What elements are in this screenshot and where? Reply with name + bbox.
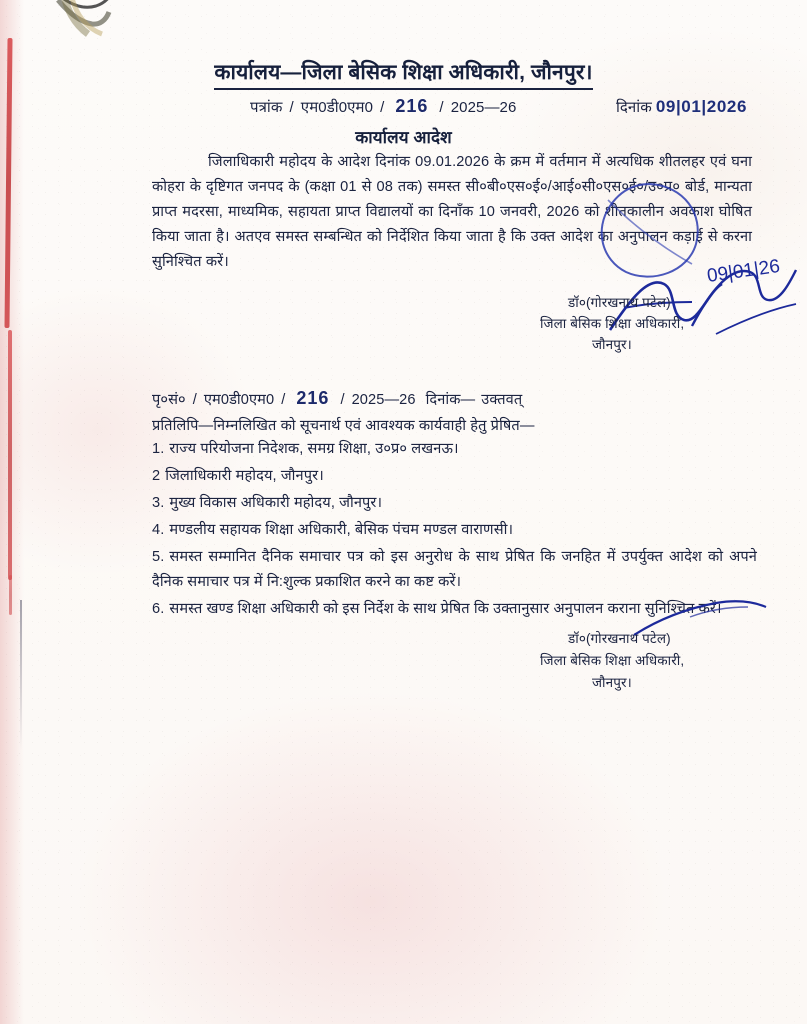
reference-date-label: दिनांक (615, 99, 652, 116)
list-item (152, 545, 757, 595)
list-item (152, 518, 757, 543)
list-item-number: 1. (152, 441, 165, 457)
reference-slash-1: / (289, 99, 294, 116)
order-body-text: जिलाधिकारी महोदय के आदेश दिनांक 09.01.2026 के क्रम में वर्तमान में अत्यधिक शीतलहर एवं घना कोहरा के दृष्टिगत जनपद के (कक्षा 01 से 08 तक) समस्त सी०बी०एस०ई०/आई०सी०एस०ई०/उ०प्र० बोर्ड, मान्यता प्राप्त मदरसा, माध्यमिक, सहायता प्राप्त विद्यालयों का दिनॉंक 10 जनवरी, 2026 को शीतकालीन अवकाश घोषित किया जाता है। अतएव समस्त सम्बन्धित को निर्देशित किया जाता है कि उक्त आदेश का अनुपालन कड़ाई से करना सुनिश्चित करें। (152, 154, 752, 270)
list-item-text: समस्त खण्ड शिक्षा अधिकारी को इस निर्देश के साथ प्रेषित कि उक्तानुसार अनुपालन कराना सुनिश्चित करें। (169, 601, 722, 617)
copy-slash-3: / (340, 392, 345, 408)
signature-place-1: जौनपुर। (592, 337, 632, 352)
list-item (152, 597, 757, 622)
list-item (152, 491, 757, 516)
list-item-number: 3. (152, 495, 165, 511)
copy-reference-label: पृ०सं० (152, 392, 186, 408)
copy-slash-1: / (192, 392, 197, 408)
page-title-text: कार्यालय—जिला बेसिक शिक्षा अधिकारी, जौनपुर। (214, 58, 592, 90)
signature-name-2: डॉ०(गोरखनाथ पटेल) (568, 631, 671, 646)
order-heading: कार्यालय आदेश (355, 128, 452, 147)
reference-slash-2: / (380, 99, 385, 116)
reference-slash-3: / (439, 99, 444, 116)
order-body-paragraph (152, 150, 752, 275)
reference-year: 2025—26 (450, 99, 517, 116)
list-item-text: मुख्य विकास अधिकारी महोदय, जौनपुर। (169, 495, 383, 511)
list-item-text: जिलाधिकारी महोदय, जौनपुर। (165, 468, 324, 484)
copy-reference-date-value: उक्तवत् (481, 392, 523, 408)
list-item-number: 6. (152, 601, 165, 617)
page-title (0, 58, 807, 90)
reference-number: 216 (395, 96, 429, 116)
reference-office-code: एम0डी0एम0 (300, 99, 374, 116)
list-item-number: 2 (152, 468, 161, 484)
copy-distribution-list (152, 437, 757, 624)
reference-line (250, 96, 747, 117)
signature-name-1: डॉ०(गोरखनाथ पटेल) (568, 295, 671, 310)
reference-date-value: 09|01|2026 (655, 97, 747, 116)
list-item (152, 437, 757, 462)
list-item-text: मण्डलीय सहायक शिक्षा अधिकारी, बेसिक पंचम मण्डल वाराणसी। (169, 522, 514, 538)
svg-text:09|01|26: 09|01|26 (705, 255, 782, 287)
list-item-number: 5. (152, 549, 165, 565)
copy-list-intro: प्रतिलिपि—निम्नलिखित को सूचनार्थ एवं आवश्यक कार्यवाही हेतु प्रेषित— (152, 418, 535, 434)
list-item-number: 4. (152, 522, 165, 538)
copy-slash-2: / (281, 392, 286, 408)
signature-designation-1: जिला बेसिक शिक्षा अधिकारी, (540, 316, 685, 331)
copy-reference-line (152, 388, 687, 409)
copy-reference-office-code: एम0डी0एम0 (203, 392, 275, 408)
signature-designation-2: जिला बेसिक शिक्षा अधिकारी, (540, 653, 685, 668)
signature-block-primary (540, 292, 790, 355)
list-item (152, 464, 757, 489)
signature-place-2: जौनपुर। (592, 675, 632, 690)
copy-reference-date-label: दिनांक— (425, 392, 476, 408)
copy-reference-year: 2025—26 (351, 392, 416, 408)
signature-block-secondary (540, 628, 790, 694)
reference-label: पत्रांक (250, 99, 283, 116)
list-item-text: समस्त सम्मानित दैनिक समाचार पत्र को इस अनुरोध के साथ प्रेषित कि जनहित में उपर्युक्त आदेश को अपने दैनिक समाचार पत्र में नि:शुल्क प्रकाशित करने का कष्ट करें। (152, 549, 757, 590)
copy-reference-number: 216 (296, 388, 330, 408)
list-item-text: राज्य परियोजना निदेशक, समग्र शिक्षा, उ०प्र० लखनऊ। (169, 441, 459, 457)
